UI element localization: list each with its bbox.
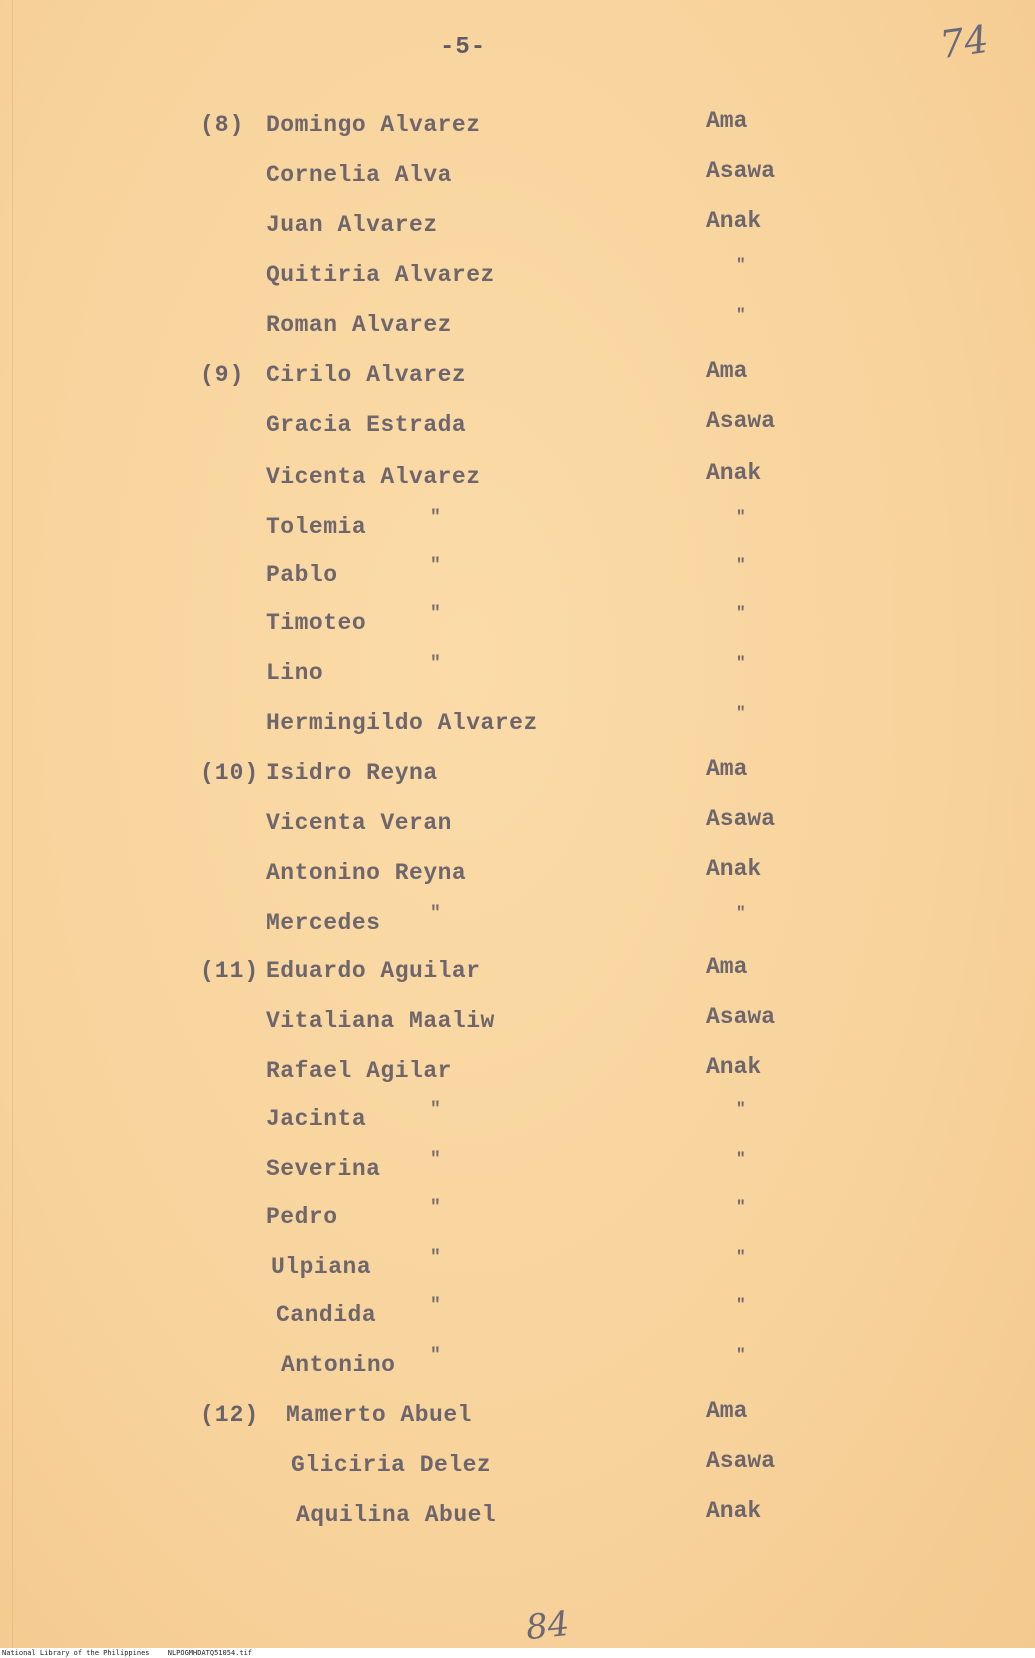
relation-label: " xyxy=(736,256,746,274)
ditto-mark: " xyxy=(430,1198,441,1218)
page-number: -5- xyxy=(440,34,487,61)
table-row xyxy=(0,854,1035,898)
person-name: Cornelia Alva xyxy=(266,162,452,188)
table-row xyxy=(0,306,1035,350)
table-row xyxy=(0,1002,1035,1046)
table-row xyxy=(0,654,1035,698)
household-number: (10) xyxy=(200,760,260,786)
relation-label: " xyxy=(736,704,746,722)
relation-label: Anak xyxy=(706,856,762,882)
relation-label: Asawa xyxy=(706,1004,776,1030)
table-row xyxy=(0,508,1035,552)
ditto-mark: " xyxy=(430,1248,441,1268)
ditto-mark: " xyxy=(430,904,441,924)
person-name: Severina xyxy=(266,1156,381,1182)
archive-page-number: 74 xyxy=(937,16,992,68)
person-name: Candida xyxy=(276,1302,377,1328)
table-row xyxy=(0,1496,1035,1540)
table-row xyxy=(0,1150,1035,1194)
table-row xyxy=(0,206,1035,250)
person-name: Antonino xyxy=(281,1352,396,1378)
person-name: Timoteo xyxy=(266,610,367,636)
table-row xyxy=(0,458,1035,502)
person-name: Aquilina Abuel xyxy=(296,1502,497,1528)
relation-label: Ama xyxy=(706,108,748,134)
relation-label: Asawa xyxy=(706,158,776,184)
household-number: (8) xyxy=(200,112,245,138)
relation-label: Asawa xyxy=(706,408,776,434)
person-name: Rafael Agilar xyxy=(266,1058,452,1084)
table-row xyxy=(0,1100,1035,1144)
table-row xyxy=(0,256,1035,300)
person-name: Isidro Reyna xyxy=(266,760,438,786)
person-name: Gliciria Delez xyxy=(291,1452,492,1478)
person-name: Lino xyxy=(266,660,324,686)
ditto-mark: " xyxy=(430,604,441,624)
person-name: Hermingildo Alvarez xyxy=(266,710,538,736)
household-number: (11) xyxy=(200,958,260,984)
person-name: Pablo xyxy=(266,562,338,588)
table-row xyxy=(0,604,1035,648)
ditto-mark: " xyxy=(430,1346,441,1366)
table-row xyxy=(0,904,1035,948)
person-name: Vitaliana Maaliw xyxy=(266,1008,495,1034)
table-row xyxy=(0,804,1035,848)
person-name: Quitiria Alvarez xyxy=(266,262,495,288)
relation-label: Ama xyxy=(706,1398,748,1424)
person-name: Antonino Reyna xyxy=(266,860,467,886)
person-name: Cirilo Alvarez xyxy=(266,362,467,388)
table-row xyxy=(0,356,1035,400)
relation-label: Anak xyxy=(706,1498,762,1524)
table-row xyxy=(0,1396,1035,1440)
table-row xyxy=(0,1346,1035,1390)
person-name: Mamerto Abuel xyxy=(286,1402,472,1428)
relation-label: " xyxy=(736,1150,746,1168)
person-name: Juan Alvarez xyxy=(266,212,438,238)
footer-file-id: NLPOGMHDATQ51054.tif xyxy=(167,1649,253,1657)
person-name: Eduardo Aguilar xyxy=(266,958,481,984)
relation-label: Anak xyxy=(706,208,762,234)
relation-label: Asawa xyxy=(706,806,776,832)
relation-label: " xyxy=(736,604,746,622)
relation-label: " xyxy=(736,904,746,922)
person-name: Jacinta xyxy=(266,1106,367,1132)
relation-label: " xyxy=(736,306,746,324)
household-number: (9) xyxy=(200,362,245,388)
ditto-mark: " xyxy=(430,1150,441,1170)
relation-label: " xyxy=(736,1198,746,1216)
handwritten-mark: 84 xyxy=(524,1603,572,1648)
table-row xyxy=(0,406,1035,450)
table-row xyxy=(0,1052,1035,1096)
table-row xyxy=(0,1296,1035,1340)
table-row xyxy=(0,1198,1035,1242)
person-name: Gracia Estrada xyxy=(266,412,467,438)
relation-label: " xyxy=(736,508,746,526)
table-row xyxy=(0,1248,1035,1292)
scan-footer xyxy=(0,1648,1035,1658)
table-row xyxy=(0,556,1035,600)
table-row xyxy=(0,106,1035,150)
person-name: Vicenta Veran xyxy=(266,810,452,836)
person-name: Domingo Alvarez xyxy=(266,112,481,138)
person-name: Ulpiana xyxy=(271,1254,372,1280)
table-row xyxy=(0,704,1035,748)
relation-label: Anak xyxy=(706,460,762,486)
footer-institution: National Library of the Philippines xyxy=(2,1649,150,1657)
person-name: Mercedes xyxy=(266,910,381,936)
relation-label: Ama xyxy=(706,358,748,384)
relation-label: Anak xyxy=(706,1054,762,1080)
table-row xyxy=(0,1446,1035,1490)
table-row xyxy=(0,754,1035,798)
relation-label: Asawa xyxy=(706,1448,776,1474)
ditto-mark: " xyxy=(430,654,441,674)
relation-label: " xyxy=(736,1100,746,1118)
person-name: Roman Alvarez xyxy=(266,312,452,338)
person-name: Pedro xyxy=(266,1204,338,1230)
relation-label: " xyxy=(736,556,746,574)
relation-label: Ama xyxy=(706,756,748,782)
ditto-mark: " xyxy=(430,508,441,528)
relation-label: " xyxy=(736,1346,746,1364)
ditto-mark: " xyxy=(430,1296,441,1316)
table-row xyxy=(0,156,1035,200)
household-number: (12) xyxy=(200,1402,260,1428)
ditto-mark: " xyxy=(430,1100,441,1120)
relation-label: " xyxy=(736,1296,746,1314)
relation-label: " xyxy=(736,1248,746,1266)
person-name: Vicenta Alvarez xyxy=(266,464,481,490)
person-name: Tolemia xyxy=(266,514,367,540)
table-row xyxy=(0,952,1035,996)
relation-label: " xyxy=(736,654,746,672)
ditto-mark: " xyxy=(430,556,441,576)
relation-label: Ama xyxy=(706,954,748,980)
